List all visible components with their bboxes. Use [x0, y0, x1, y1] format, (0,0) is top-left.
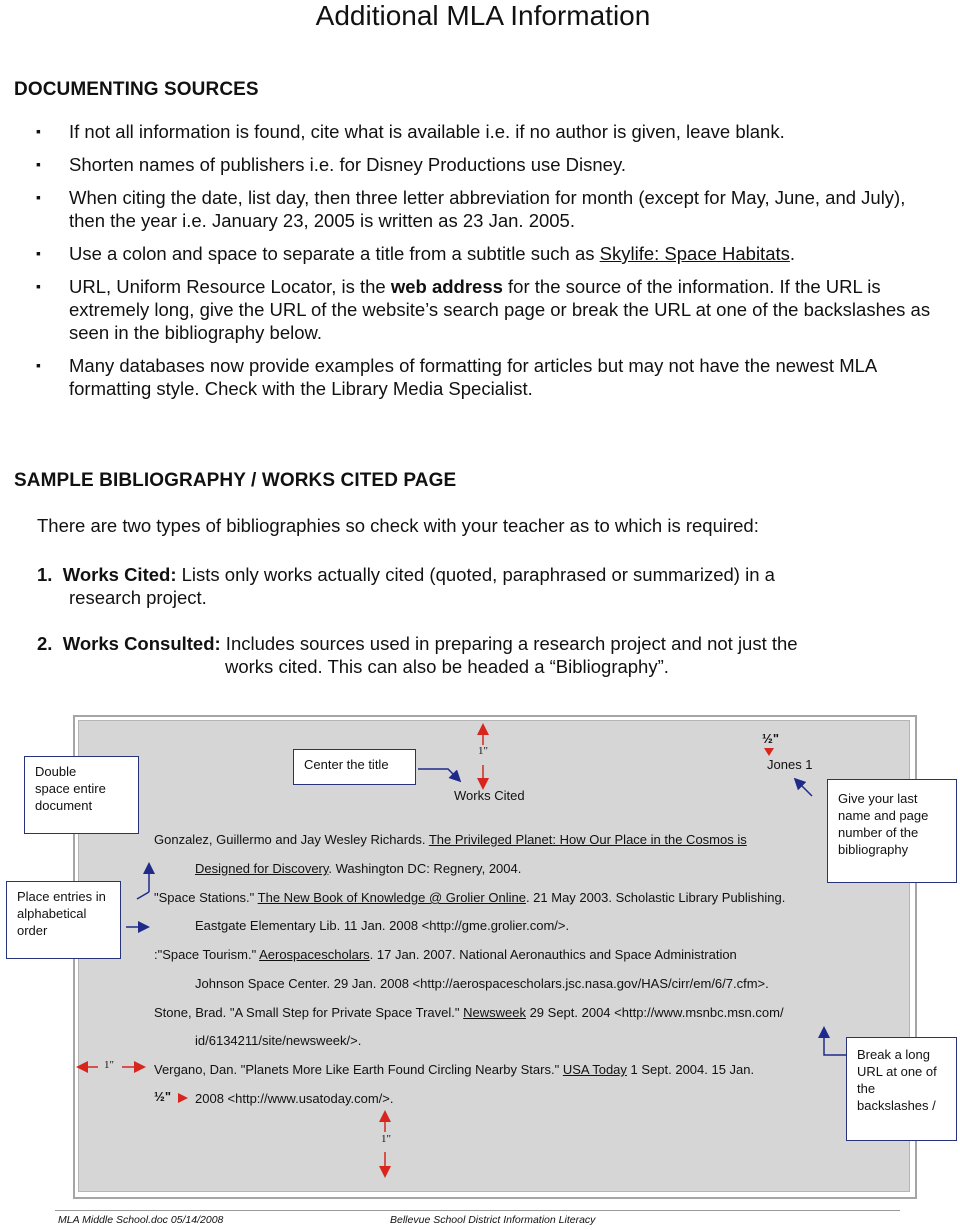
alphabetical-arrow-connector	[137, 892, 149, 899]
citation-text: . 21 May 2003. Scholastic Library Publishing.	[525, 890, 786, 905]
documenting-sources-heading: DOCUMENTING SOURCES	[14, 79, 259, 100]
center-title-arrow	[418, 769, 457, 778]
item-term: Works Cited:	[62, 564, 177, 585]
citation-title: Designed for Discovery	[195, 861, 329, 876]
last-name-arrow	[798, 782, 812, 796]
citation-title: The Privileged Planet: How Our Place in the Cosmos is	[428, 832, 747, 847]
bullet-text-end: .	[789, 243, 796, 264]
citation-title: The New Book of Knowledge @ Grolier Online	[257, 890, 526, 905]
citation-line	[154, 890, 785, 905]
citation-line	[195, 861, 521, 876]
half-inch-header-arrow	[764, 748, 774, 756]
citation-line	[154, 1062, 754, 1077]
callout-alphabetical: Place entries in alphabetical order	[6, 881, 121, 959]
citation-text: . 17 Jan. 2007. National Aeronauthics and Space Administration	[369, 947, 737, 962]
citation-text: 29 Sept. 2004 <http://www.msnbc.msn.com/	[525, 1005, 784, 1020]
item-text: Lists only works actually cited (quoted, paraphrased or summarized) in a	[176, 564, 775, 585]
item-text-continued: research project.	[69, 587, 207, 608]
one-inch-bottom-label: 1"	[381, 1133, 391, 1145]
half-inch-indent-arrow	[178, 1093, 188, 1103]
footer-right: Bellevue School District Information Literacy	[390, 1214, 596, 1226]
example-title-underlined: Skylife: Space Habitats	[599, 243, 790, 264]
bullet-text: If not all information is found, cite what is available i.e. if no author is given, leave blank.	[69, 121, 785, 142]
document-title: Additional MLA Information	[315, 0, 651, 31]
citation-line: Eastgate Elementary Lib. 11 Jan. 2008 <http://gme.grolier.com/>.	[195, 918, 570, 933]
one-inch-top-label: 1"	[478, 745, 488, 757]
bullet-text: Many databases now provide examples of formatting for articles but may not have the newest MLA formatting style. Check with the Library Media Specialist.	[69, 355, 877, 399]
citation-line	[154, 832, 747, 847]
item-number: 2.	[37, 633, 53, 654]
bullet-text: Use a colon and space to separate a title from a subtitle such as	[69, 243, 600, 264]
citation-text: Stone, Brad. "A Small Step for Private Space Travel."	[154, 1005, 464, 1020]
one-inch-left-label: 1"	[104, 1059, 114, 1071]
citation-text: 1 Sept. 2004. 15 Jan.	[626, 1062, 755, 1077]
half-inch-indent-label: ½"	[154, 1089, 172, 1104]
item-text: Includes sources used in preparing a research project and not just the	[220, 633, 798, 654]
item-number: 1.	[37, 564, 53, 585]
citation-text: . Washington DC: Regnery, 2004.	[328, 861, 522, 876]
works-cited-title: Works Cited	[454, 788, 525, 803]
half-inch-top-label: ½"	[762, 731, 780, 746]
sample-bibliography-heading: SAMPLE BIBLIOGRAPHY / WORKS CITED PAGE	[14, 470, 457, 491]
page-header-name: Jones 1	[767, 757, 813, 772]
citation-line	[154, 947, 737, 962]
citation-line: Johnson Space Center. 29 Jan. 2008 <http://aerospacescholars.jsc.nasa.gov/HAS/cirr/em/6/7.cfm>.	[195, 976, 769, 991]
footer-divider	[55, 1210, 900, 1211]
bullet-text: URL, Uniform Resource Locator, is the	[69, 276, 391, 297]
break-url-arrow	[824, 1032, 848, 1055]
citation-title: Newsweek	[463, 1005, 526, 1020]
citation-line: 2008 <http://www.usatoday.com/>.	[195, 1091, 394, 1106]
item-text-continued: works cited. This can also be headed a “Bibliography”.	[225, 656, 669, 677]
bullet-text-end: for the source of the information. If the URL is extremely long, give the URL of the website’s search page or break the URL at one of the backslashes as seen in the bibliography below.	[69, 276, 931, 343]
callout-double-space: Double space entire document	[24, 756, 139, 834]
item-term: Works Consulted:	[62, 633, 221, 654]
citation-text: Gonzalez, Guillermo and Jay Wesley Richards.	[154, 832, 429, 847]
callout-last-name: Give your last name and page number of the bibliography	[827, 779, 957, 883]
citation-text: "Space Stations."	[154, 890, 258, 905]
bullet-text: When citing the date, list day, then three letter abbreviation for month (except for May, June, and July), then the year i.e. January 23, 2005 is written as 23 Jan. 2005.	[69, 187, 906, 231]
citation-line: id/6134211/site/newsweek/>.	[195, 1033, 362, 1048]
callout-break-url: Break a long URL at one of the backslashes /	[846, 1037, 957, 1141]
citation-text: Vergano, Dan. "Planets More Like Earth Found Circling Nearby Stars."	[154, 1062, 563, 1077]
bibliography-intro: There are two types of bibliographies so check with your teacher as to which is required:	[37, 515, 759, 536]
footer-left: MLA Middle School.doc 05/14/2008	[58, 1214, 224, 1226]
citation-text: :"Space Tourism."	[154, 947, 260, 962]
bullet-text: Shorten names of publishers i.e. for Disney Productions use Disney.	[69, 154, 626, 175]
citation-title: Aerospacescholars	[259, 947, 370, 962]
citation-title: USA Today	[562, 1062, 627, 1077]
citation-line	[154, 1005, 784, 1020]
bold-term: web address	[390, 276, 503, 297]
callout-center-title: Center the title	[293, 749, 416, 785]
